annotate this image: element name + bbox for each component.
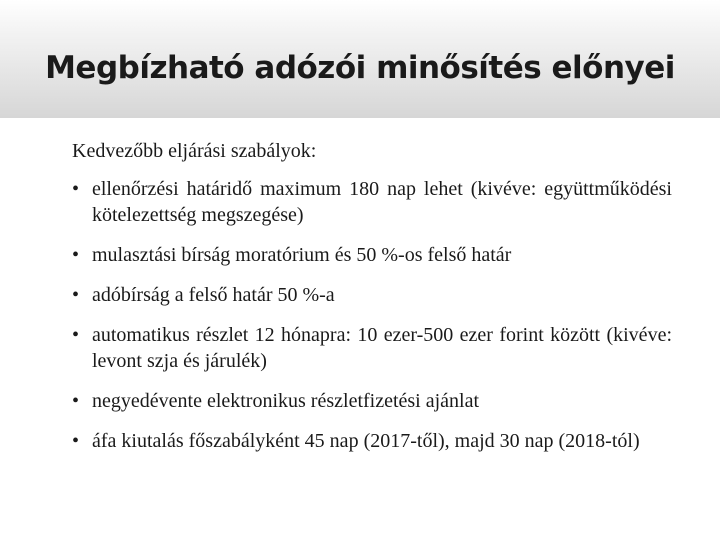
bullet-text: negyedévente elektronikus részletfizetési ajánlat (92, 390, 480, 412)
bullet-item (72, 242, 672, 268)
bullet-icon: • (72, 390, 80, 412)
bullet-icon: • (72, 244, 80, 266)
bullet-text: adóbírság a felső határ 50 %-a (92, 284, 335, 306)
bullet-item (72, 322, 672, 374)
slide-body (72, 138, 672, 468)
bullet-item (72, 428, 672, 454)
bullet-icon: • (72, 178, 80, 200)
bullet-item (72, 282, 672, 308)
bullet-text: automatikus részlet 12 hónapra: 10 ezer-500 ezer forint között (kivéve: levont szja és járulék) (92, 324, 672, 372)
bullet-item (72, 176, 672, 228)
bullet-icon: • (72, 284, 80, 306)
bullet-text: mulasztási bírság moratórium és 50 %-os felső határ (92, 244, 512, 266)
bullet-text: ellenőrzési határidő maximum 180 nap lehet (kivéve: együttműködési kötelezettség megszegése) (92, 178, 672, 226)
bullet-text: áfa kiutalás főszabályként 45 nap (2017-től), majd 30 nap (2018-tól) (92, 430, 640, 452)
bullet-icon: • (72, 430, 80, 452)
bullet-item (72, 388, 672, 414)
intro-text: Kedvezőbb eljárási szabályok: (72, 140, 317, 162)
bullet-icon: • (72, 324, 80, 346)
bullet-list (72, 176, 672, 454)
slide-title: Megbízható adózói minősítés előnyei (45, 50, 675, 86)
